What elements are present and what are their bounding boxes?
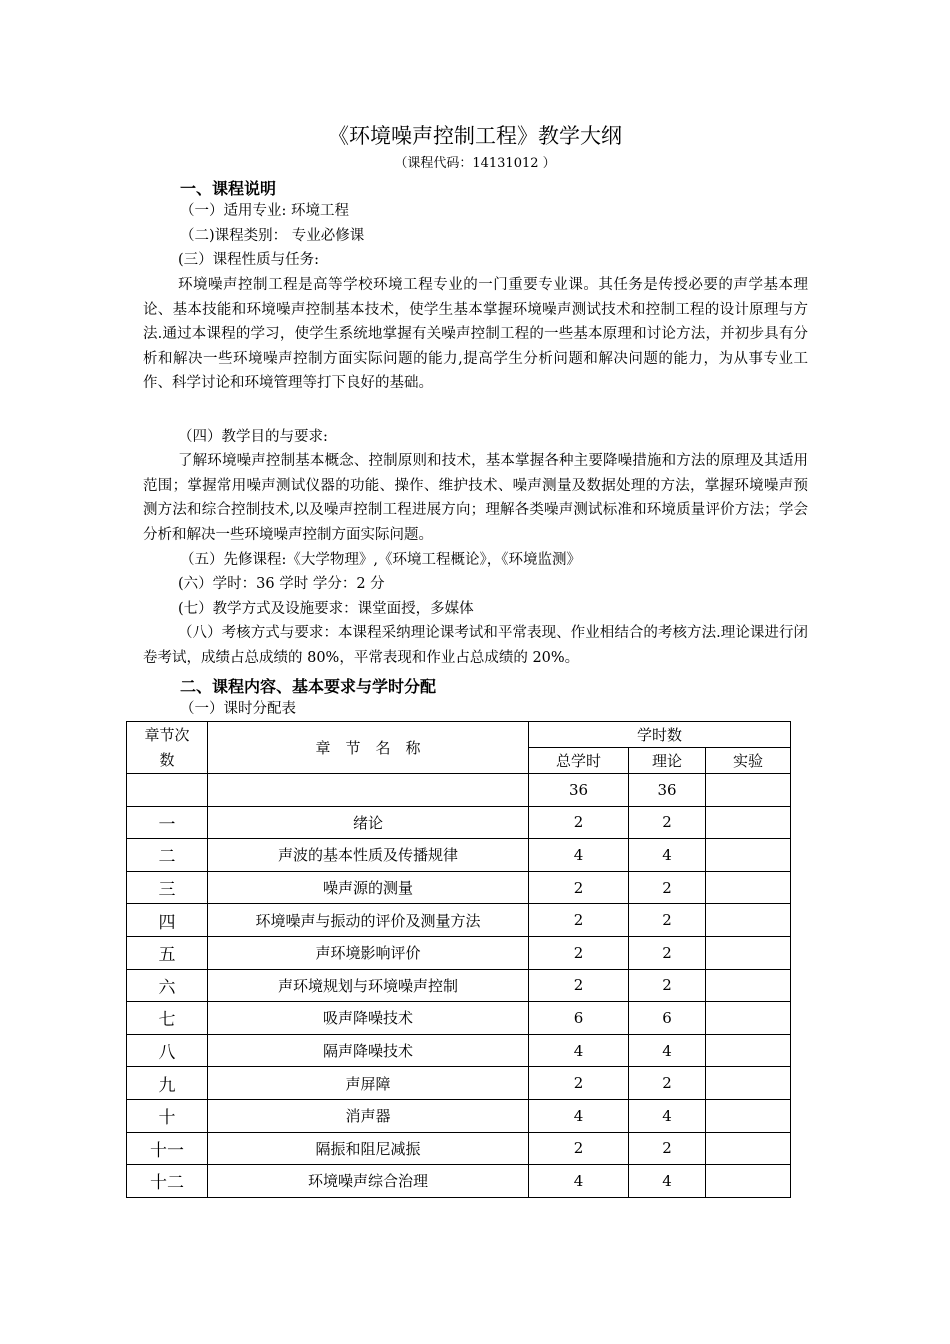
cell-theory-hours: 2 <box>629 904 706 937</box>
cell-chapter-name: 隔声降噪技术 <box>208 1034 529 1067</box>
cell-lab-hours <box>706 774 791 807</box>
cell-total-hours: 4 <box>529 1034 629 1067</box>
cell-chapter-name: 绪论 <box>208 806 529 839</box>
table-row <box>127 969 791 1002</box>
header-lab: 实验 <box>706 748 791 774</box>
cell-chapter-name: 环境噪声综合治理 <box>208 1165 529 1198</box>
cell-chapter: 五 <box>127 936 208 969</box>
cell-theory-hours: 2 <box>629 1067 706 1100</box>
header-chapter-name: 章 节 名 称 <box>208 722 529 774</box>
header-chapter: 章节次数 <box>127 722 208 774</box>
header-theory: 理论 <box>629 748 706 774</box>
cell-theory-hours: 4 <box>629 1034 706 1067</box>
document-title: 《环境噪声控制工程》教学大纲 <box>328 124 622 148</box>
cell-total-hours: 4 <box>529 839 629 872</box>
cell-lab-hours <box>706 1132 791 1165</box>
cell-chapter: 八 <box>127 1034 208 1067</box>
course-nature-heading: (三）课程性质与任务: <box>178 252 320 268</box>
assessment-text: （八）考核方式与要求：本课程采纳理论课考试和平常表现、作业相结合的考核方法.理论课进行闭卷考试，成绩占总成绩的 80%，平常表现和作业占总成绩的 20%。 <box>143 625 808 666</box>
table-row <box>127 774 791 807</box>
teaching-goal-text: 了解环境噪声控制基本概念、控制原则和技术，基本掌握各种主要降噪措施和方法的原理及其适用范围；掌握常用噪声测试仪器的功能、操作、维护技术、噪声测量及数据处理的方法，掌握环境噪声预测方法和综合控制技术,以及噪声控制工程进展方向；理解各类噪声测试标准和环境质量评价方法；学会分析和解决一些环境噪声控制方面实际问题。 <box>143 453 808 543</box>
cell-chapter-name <box>208 774 529 807</box>
cell-chapter-name: 噪声源的测量 <box>208 871 529 904</box>
table-row <box>127 1165 791 1198</box>
cell-chapter: 十 <box>127 1099 208 1132</box>
cell-chapter: 九 <box>127 1067 208 1100</box>
table-row <box>127 1034 791 1067</box>
cell-chapter <box>127 774 208 807</box>
cell-lab-hours <box>706 904 791 937</box>
header-total-hours: 总学时 <box>529 748 629 774</box>
cell-chapter: 十二 <box>127 1165 208 1198</box>
teaching-goal-heading: （四）教学目的与要求: <box>178 429 328 445</box>
cell-theory-hours: 6 <box>629 1002 706 1035</box>
table-row <box>127 904 791 937</box>
cell-total-hours: 2 <box>529 806 629 839</box>
cell-total-hours: 2 <box>529 1132 629 1165</box>
cell-theory-hours: 4 <box>629 1165 706 1198</box>
cell-total-hours: 4 <box>529 1165 629 1198</box>
hours-allocation-table <box>126 721 791 1198</box>
cell-lab-hours <box>706 936 791 969</box>
cell-total-hours: 2 <box>529 904 629 937</box>
cell-chapter-name: 吸声降噪技术 <box>208 1002 529 1035</box>
table-row <box>127 871 791 904</box>
cell-total-hours: 2 <box>529 936 629 969</box>
cell-lab-hours <box>706 806 791 839</box>
cell-chapter: 十一 <box>127 1132 208 1165</box>
cell-lab-hours <box>706 1034 791 1067</box>
cell-theory-hours: 4 <box>629 839 706 872</box>
cell-theory-hours: 2 <box>629 936 706 969</box>
cell-chapter: 六 <box>127 969 208 1002</box>
cell-chapter-name: 消声器 <box>208 1099 529 1132</box>
course-category: （二)课程类别： 专业必修课 <box>180 228 365 244</box>
cell-theory-hours: 36 <box>629 774 706 807</box>
table-row <box>127 936 791 969</box>
section1-heading: 一、课程说明 <box>180 179 277 198</box>
cell-theory-hours: 2 <box>629 806 706 839</box>
course-code: （课程代码：14131012 ） <box>394 156 556 171</box>
cell-chapter: 二 <box>127 839 208 872</box>
table-row <box>127 806 791 839</box>
cell-theory-hours: 2 <box>629 969 706 1002</box>
cell-chapter-name: 声波的基本性质及传播规律 <box>208 839 529 872</box>
cell-chapter-name: 声环境影响评价 <box>208 936 529 969</box>
course-nature-text: 环境噪声控制工程是高等学校环境工程专业的一门重要专业课。其任务是传授必要的声学基本理论、基本技能和环境噪声控制基本技术，使学生基本掌握环境噪声测试技术和控制工程的设计原理与方法.通过本课程的学习，使学生系统地掌握有关噪声控制工程的一些基本原理和讨论方法，并初步具有分析和解决一些环境噪声控制方面实际问题的能力,提高学生分析问题和解决问题的能力，为从事专业工作、科学讨论和环境管理等打下良好的基础。 <box>143 277 808 391</box>
cell-total-hours: 2 <box>529 871 629 904</box>
cell-theory-hours: 2 <box>629 871 706 904</box>
hours-table-heading: （一）课时分配表 <box>180 701 296 717</box>
cell-chapter-name: 隔振和阻尼减振 <box>208 1132 529 1165</box>
applicable-major: （一）适用专业: 环境工程 <box>180 203 349 219</box>
table-row <box>127 1132 791 1165</box>
cell-total-hours: 2 <box>529 1067 629 1100</box>
cell-chapter: 七 <box>127 1002 208 1035</box>
header-hours: 学时数 <box>529 722 791 748</box>
cell-lab-hours <box>706 839 791 872</box>
cell-lab-hours <box>706 871 791 904</box>
cell-lab-hours <box>706 969 791 1002</box>
cell-chapter: 三 <box>127 871 208 904</box>
cell-lab-hours <box>706 1165 791 1198</box>
cell-lab-hours <box>706 1067 791 1100</box>
cell-total-hours: 6 <box>529 1002 629 1035</box>
table-row <box>127 1067 791 1100</box>
course-hours-credits: (六）学时：36 学时 学分：2 分 <box>178 576 385 592</box>
teaching-method: (七）教学方式及设施要求：课堂面授，多媒体 <box>178 601 474 617</box>
cell-chapter-name: 声屏障 <box>208 1067 529 1100</box>
cell-theory-hours: 2 <box>629 1132 706 1165</box>
cell-chapter: 四 <box>127 904 208 937</box>
cell-total-hours: 36 <box>529 774 629 807</box>
cell-chapter-name: 声环境规划与环境噪声控制 <box>208 969 529 1002</box>
prerequisite-courses: （五）先修课程:《大学物理》,《环境工程概论》，《环境监测》 <box>180 552 581 568</box>
cell-lab-hours <box>706 1002 791 1035</box>
table-row <box>127 1099 791 1132</box>
section2-heading: 二、课程内容、基本要求与学时分配 <box>180 677 437 696</box>
table-row <box>127 839 791 872</box>
cell-total-hours: 4 <box>529 1099 629 1132</box>
table-header-row <box>127 722 791 748</box>
cell-total-hours: 2 <box>529 969 629 1002</box>
cell-chapter-name: 环境噪声与振动的评价及测量方法 <box>208 904 529 937</box>
cell-theory-hours: 4 <box>629 1099 706 1132</box>
cell-chapter: 一 <box>127 806 208 839</box>
table-row <box>127 1002 791 1035</box>
cell-lab-hours <box>706 1099 791 1132</box>
